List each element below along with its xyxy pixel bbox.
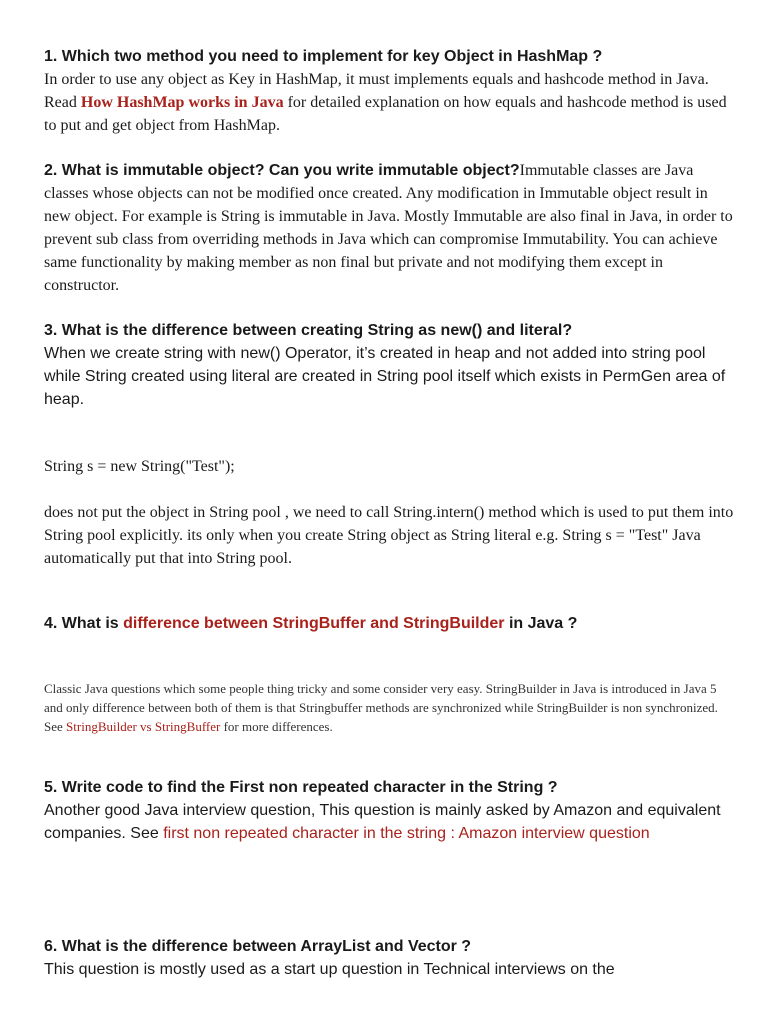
code-example: String s = new String("Test"); [44,458,235,475]
question-6-answer: This question is mostly used as a start up question in Technical interviews on the [44,961,615,978]
question-5-answer [44,799,734,845]
question-2-answer: Immutable classes are Java classes whose objects can not be modified once created. Any modification in Immutable object result in new object. For example is String is immutable in Java. Mostly Immutable are also final in Java, in order to prevent sub class from overriding methods in Java which can compromise Immutability. You can achieve same functionality by making member as non final but private and not modifying them except in constructor. [44,162,733,294]
question-1 [44,45,734,137]
question-1-answer [44,68,734,137]
question-4-title-text-2: in Java ? [504,615,578,632]
question-5-title: 5. Write code to find the First non repeated character in the String ? [44,779,558,796]
first-non-repeated-character-link[interactable]: first non repeated character in the string : Amazon interview question [163,825,650,842]
question-3-title: 3. What is the difference between creating String as new() and literal? [44,322,573,339]
question-4-answer [44,679,734,736]
question-3 [44,319,734,411]
how-hashmap-works-link[interactable]: How HashMap works in Java [80,94,284,111]
question-3-answer: When we create string with new() Operator, it’s created in heap and not added into string pool while String created using literal are created in String pool itself which exists in PermGen area of heap. [44,345,726,408]
question-5-answer-text: Another good Java interview question, This question is mainly asked by Amazon and equivalent companies. See [44,802,721,842]
question-2 [44,159,734,297]
question-1-answer-text-2: for detailed explanation on how equals and hashcode method is used to put and get object from HashMap. [44,94,727,134]
question-1-answer-text: In order to use any object as Key in HashMap, it must implements equals and hashcode method in Java. Read [44,71,709,111]
question-6 [44,935,734,981]
question-4-title-text: 4. What is [44,615,124,632]
question-4-title [44,612,734,635]
question-4-answer-text-2: for more differences. [220,719,333,734]
stringbuffer-stringbuilder-link[interactable]: difference between StringBuffer and StringBuilder [123,615,505,632]
question-6-title: 6. What is the difference between ArrayList and Vector ? [44,938,472,955]
stringbuilder-vs-stringbuffer-link[interactable]: StringBuilder vs StringBuffer [66,719,221,734]
question-1-title: 1. Which two method you need to implement for key Object in HashMap ? [44,48,603,65]
question-5 [44,776,734,845]
question-2-content [44,159,734,297]
question-4-answer-text: Classic Java questions which some people thing tricky and some consider very easy. StringBuilder in Java is introduced in Java 5 and only difference between both of them is that Stringbuffer methods are synchronized while StringBuilder is non synchronized. See [44,681,718,734]
question-3-answer-continued: does not put the object in String pool , we need to call String.intern() method which is used to put them into String pool explicitly. its only when you create String object as String literal e.g. String s = "Test" Java automatically put that into String pool. [44,504,734,567]
question-2-title: 2. What is immutable object? Can you write immutable object? [44,162,520,179]
